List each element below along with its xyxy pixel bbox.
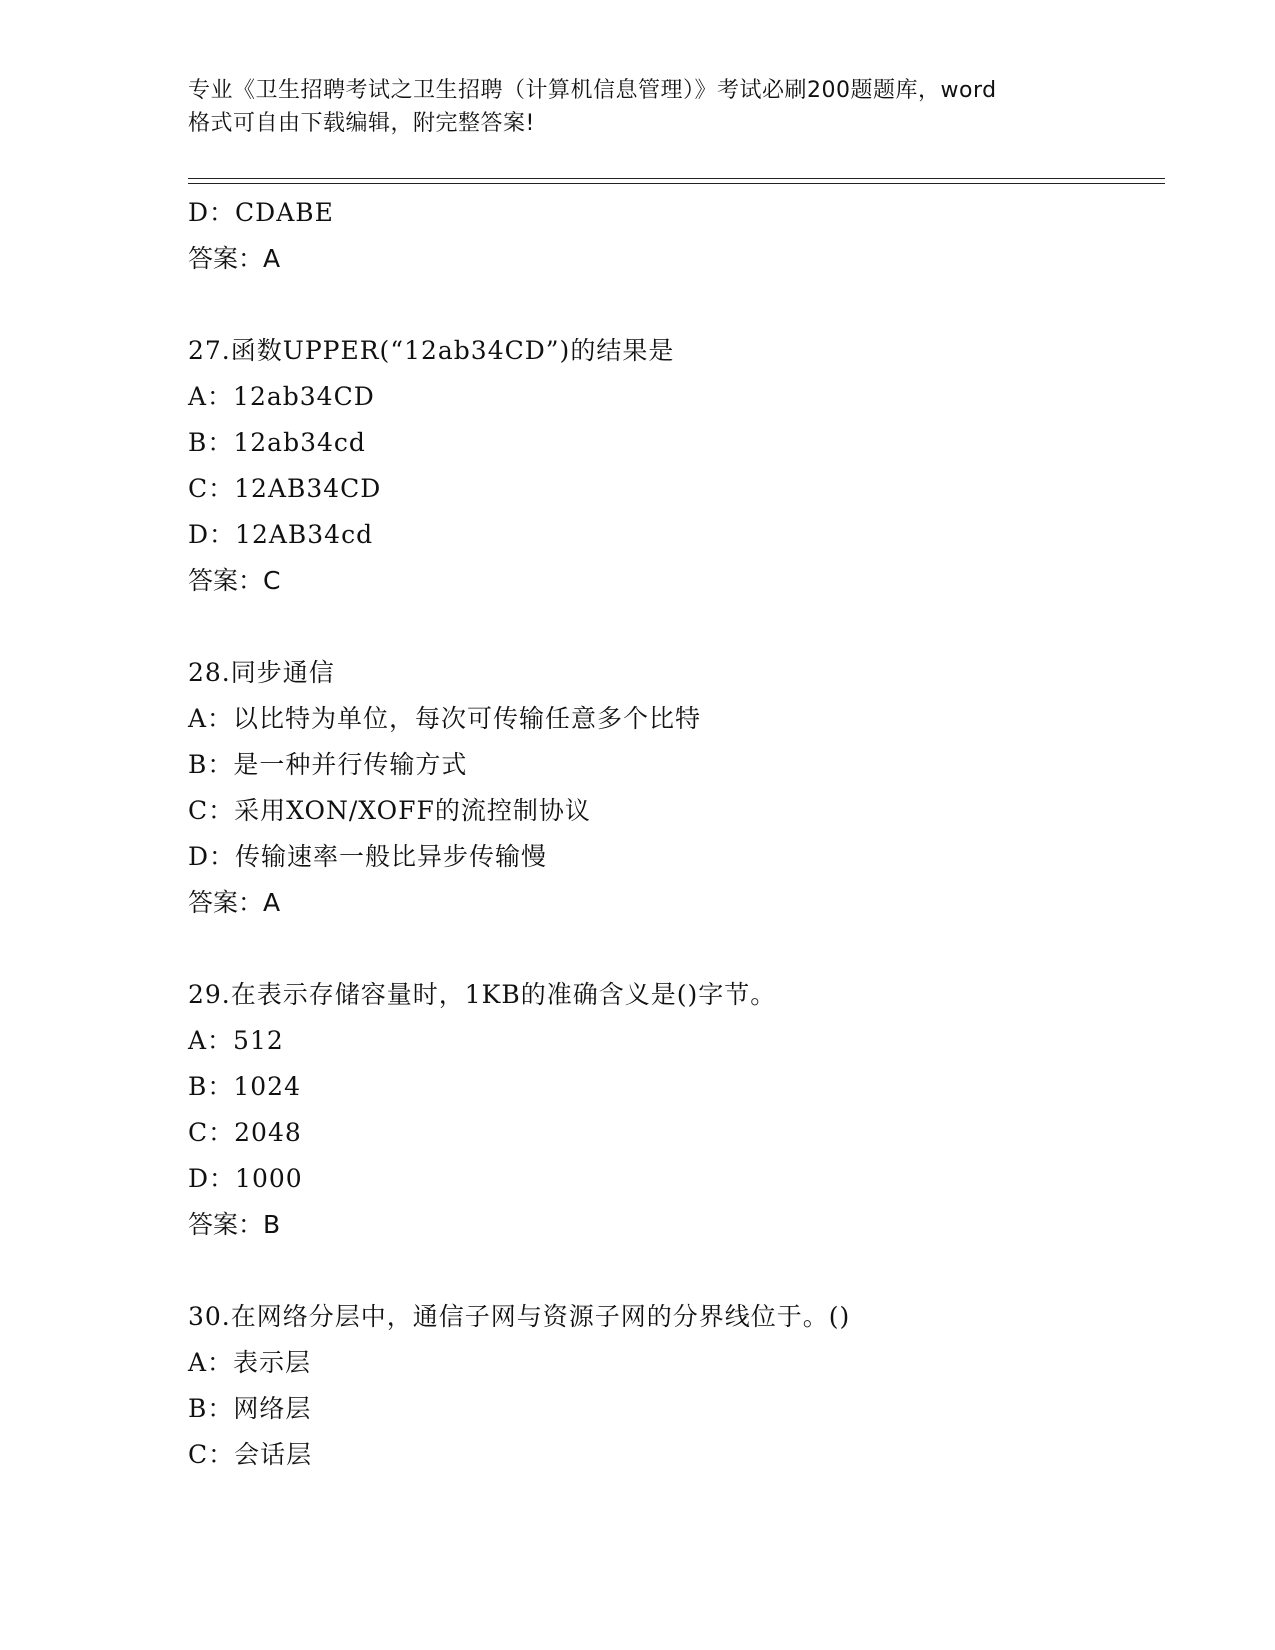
- spacer: [188, 282, 1165, 328]
- question-30: [188, 1294, 1165, 1478]
- question-title: 30.在网络分层中，通信子网与资源子网的分界线位于。(): [188, 1302, 851, 1331]
- answer: 答案：B: [188, 1210, 281, 1239]
- header-divider-top: [188, 178, 1165, 179]
- option-b: B：网络层: [188, 1394, 312, 1423]
- header-line-1: 专业《卫生招聘考试之卫生招聘（计算机信息管理）》考试必刷200题题库，word: [188, 78, 997, 103]
- spacer: [188, 926, 1165, 972]
- document-header: [188, 74, 1088, 140]
- option-a: A：表示层: [188, 1348, 312, 1377]
- option-b: B：12ab34cd: [188, 428, 366, 457]
- question-list: [188, 190, 1165, 1478]
- option-b: B：1024: [188, 1072, 301, 1101]
- header-line-2: 格式可自由下载编辑，附完整答案!: [188, 111, 535, 136]
- question-28: [188, 650, 1165, 926]
- option-b: B：是一种并行传输方式: [188, 750, 468, 779]
- answer: 答案：C: [188, 566, 281, 595]
- option-d: D：1000: [188, 1164, 303, 1193]
- option-c: C：会话层: [188, 1440, 313, 1469]
- option-d: D：传输速率一般比异步传输慢: [188, 842, 548, 871]
- option-a: A：12ab34CD: [188, 382, 375, 411]
- spacer: [188, 604, 1165, 650]
- answer: 答案：A: [188, 888, 281, 917]
- option-d: D：12AB34cd: [188, 520, 374, 549]
- question-29: [188, 972, 1165, 1248]
- spacer: [188, 1248, 1165, 1294]
- option-c: C：12AB34CD: [188, 474, 382, 503]
- question-title: 27.函数UPPER(“12ab34CD”)的结果是: [188, 336, 675, 365]
- question-title: 28.同步通信: [188, 658, 335, 687]
- option-c: C：2048: [188, 1118, 302, 1147]
- prev-answer: 答案：A: [188, 244, 281, 273]
- option-c: C：采用XON/XOFF的流控制协议: [188, 796, 591, 825]
- question-27: [188, 328, 1165, 604]
- header-divider-bottom: [188, 183, 1165, 184]
- question-title: 29.在表示存储容量时，1KB的准确含义是()字节。: [188, 980, 777, 1009]
- prev-option-d: D：CDABE: [188, 198, 334, 227]
- option-a: A：以比特为单位，每次可传输任意多个比特: [188, 704, 702, 733]
- option-a: A：512: [188, 1026, 284, 1055]
